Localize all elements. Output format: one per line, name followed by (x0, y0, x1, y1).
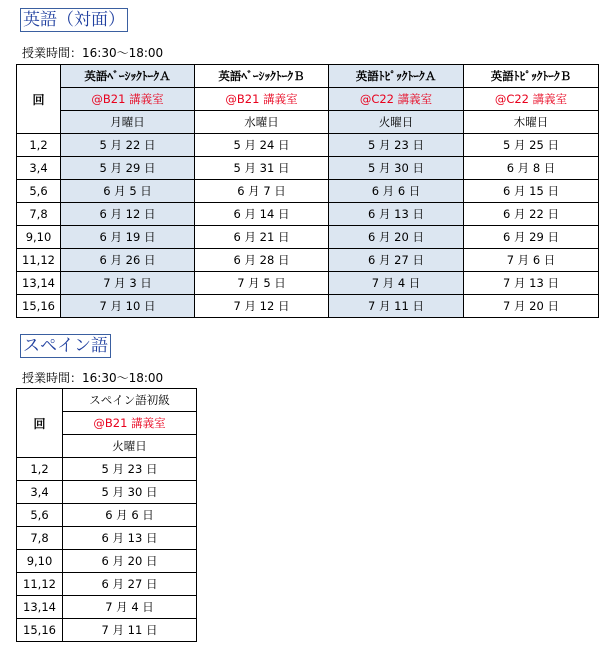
spanish-date-cell: 6 月 27 日 (63, 573, 197, 596)
english-kai-cell: 7,8 (17, 203, 61, 226)
english-kai-cell: 15,16 (17, 295, 61, 318)
spanish-kai-cell: 3,4 (17, 481, 63, 504)
english-course-name: 英語ﾄﾋﾟｯｸﾄｰｸＢ (464, 65, 599, 88)
english-course-room: @C22 講義室 (329, 88, 464, 111)
english-date-cell: 7 月 20 日 (464, 295, 599, 318)
english-kai-cell: 11,12 (17, 249, 61, 272)
english-date-cell: 6 月 20 日 (329, 226, 464, 249)
table-row (17, 527, 197, 550)
english-schedule-table (16, 64, 599, 318)
english-date-cell: 7 月 6 日 (464, 249, 599, 272)
english-date-cell: 6 月 8 日 (464, 157, 599, 180)
spanish-kai-cell: 7,8 (17, 527, 63, 550)
english-date-cell: 7 月 4 日 (329, 272, 464, 295)
english-course-room: @B21 講義室 (195, 88, 329, 111)
english-kai-cell: 9,10 (17, 226, 61, 249)
english-date-cell: 7 月 13 日 (464, 272, 599, 295)
english-date-cell: 5 月 22 日 (61, 134, 195, 157)
table-row (17, 157, 599, 180)
english-course-day: 火曜日 (329, 111, 464, 134)
english-date-cell: 7 月 12 日 (195, 295, 329, 318)
spanish-kai-cell: 5,6 (17, 504, 63, 527)
english-kai-cell: 3,4 (17, 157, 61, 180)
spanish-class-time: 授業時間：16:30〜18:00 (22, 371, 164, 385)
english-kai-header: 回 (17, 65, 61, 134)
english-date-cell: 5 月 25 日 (464, 134, 599, 157)
english-kai-cell: 13,14 (17, 272, 61, 295)
spanish-course-day: 火曜日 (63, 435, 197, 458)
english-date-cell: 6 月 28 日 (195, 249, 329, 272)
table-row (17, 134, 599, 157)
english-date-cell: 6 月 6 日 (329, 180, 464, 203)
english-date-cell: 6 月 14 日 (195, 203, 329, 226)
english-date-cell: 7 月 3 日 (61, 272, 195, 295)
spanish-kai-header: 回 (17, 389, 63, 458)
english-course-day: 水曜日 (195, 111, 329, 134)
english-date-cell: 5 月 23 日 (329, 134, 464, 157)
english-date-cell: 6 月 21 日 (195, 226, 329, 249)
english-date-cell: 6 月 19 日 (61, 226, 195, 249)
spanish-kai-cell: 15,16 (17, 619, 63, 642)
english-header-row-rooms (17, 88, 599, 111)
spanish-header-row-name (17, 389, 197, 412)
table-row (17, 458, 197, 481)
english-date-cell: 6 月 15 日 (464, 180, 599, 203)
spanish-kai-cell: 13,14 (17, 596, 63, 619)
english-date-cell: 6 月 7 日 (195, 180, 329, 203)
table-row (17, 619, 197, 642)
english-course-room: @C22 講義室 (464, 88, 599, 111)
english-course-name: 英語ﾍﾞｰｼｯｸﾄｰｸＡ (61, 65, 195, 88)
table-row (17, 180, 599, 203)
spanish-section-heading: スペイン語 (20, 334, 111, 358)
english-header-row-days (17, 111, 599, 134)
english-class-time: 授業時間：16:30〜18:00 (22, 46, 164, 60)
english-date-cell: 6 月 5 日 (61, 180, 195, 203)
spanish-date-cell: 6 月 6 日 (63, 504, 197, 527)
english-section-heading: 英語（対面） (20, 8, 128, 32)
spanish-date-cell: 6 月 20 日 (63, 550, 197, 573)
table-row (17, 481, 197, 504)
english-course-room: @B21 講義室 (61, 88, 195, 111)
spanish-date-cell: 7 月 4 日 (63, 596, 197, 619)
english-date-cell: 5 月 30 日 (329, 157, 464, 180)
english-date-cell: 5 月 29 日 (61, 157, 195, 180)
table-row (17, 249, 599, 272)
spanish-kai-cell: 1,2 (17, 458, 63, 481)
table-row (17, 295, 599, 318)
english-course-day: 月曜日 (61, 111, 195, 134)
english-date-cell: 5 月 24 日 (195, 134, 329, 157)
english-date-cell: 6 月 27 日 (329, 249, 464, 272)
spanish-course-name: スペイン語初級 (63, 389, 197, 412)
english-date-cell: 6 月 22 日 (464, 203, 599, 226)
spanish-course-room: @B21 講義室 (63, 412, 197, 435)
spanish-date-cell: 5 月 23 日 (63, 458, 197, 481)
english-date-cell: 6 月 29 日 (464, 226, 599, 249)
english-kai-cell: 5,6 (17, 180, 61, 203)
spanish-date-cell: 7 月 11 日 (63, 619, 197, 642)
english-date-cell: 5 月 31 日 (195, 157, 329, 180)
english-kai-cell: 1,2 (17, 134, 61, 157)
english-date-cell: 7 月 10 日 (61, 295, 195, 318)
spanish-date-cell: 6 月 13 日 (63, 527, 197, 550)
english-date-cell: 7 月 11 日 (329, 295, 464, 318)
table-row (17, 573, 197, 596)
table-row (17, 226, 599, 249)
table-row (17, 550, 197, 573)
english-date-cell: 6 月 12 日 (61, 203, 195, 226)
english-date-cell: 6 月 13 日 (329, 203, 464, 226)
table-row (17, 504, 197, 527)
english-header-row-names (17, 65, 599, 88)
english-date-cell: 7 月 5 日 (195, 272, 329, 295)
english-course-day: 木曜日 (464, 111, 599, 134)
spanish-schedule-table (16, 388, 197, 642)
english-date-cell: 6 月 26 日 (61, 249, 195, 272)
english-course-name: 英語ﾄﾋﾟｯｸﾄｰｸＡ (329, 65, 464, 88)
english-course-name: 英語ﾍﾞｰｼｯｸﾄｰｸＢ (195, 65, 329, 88)
spanish-kai-cell: 11,12 (17, 573, 63, 596)
table-row (17, 272, 599, 295)
spanish-kai-cell: 9,10 (17, 550, 63, 573)
table-row (17, 203, 599, 226)
table-row (17, 596, 197, 619)
spanish-date-cell: 5 月 30 日 (63, 481, 197, 504)
